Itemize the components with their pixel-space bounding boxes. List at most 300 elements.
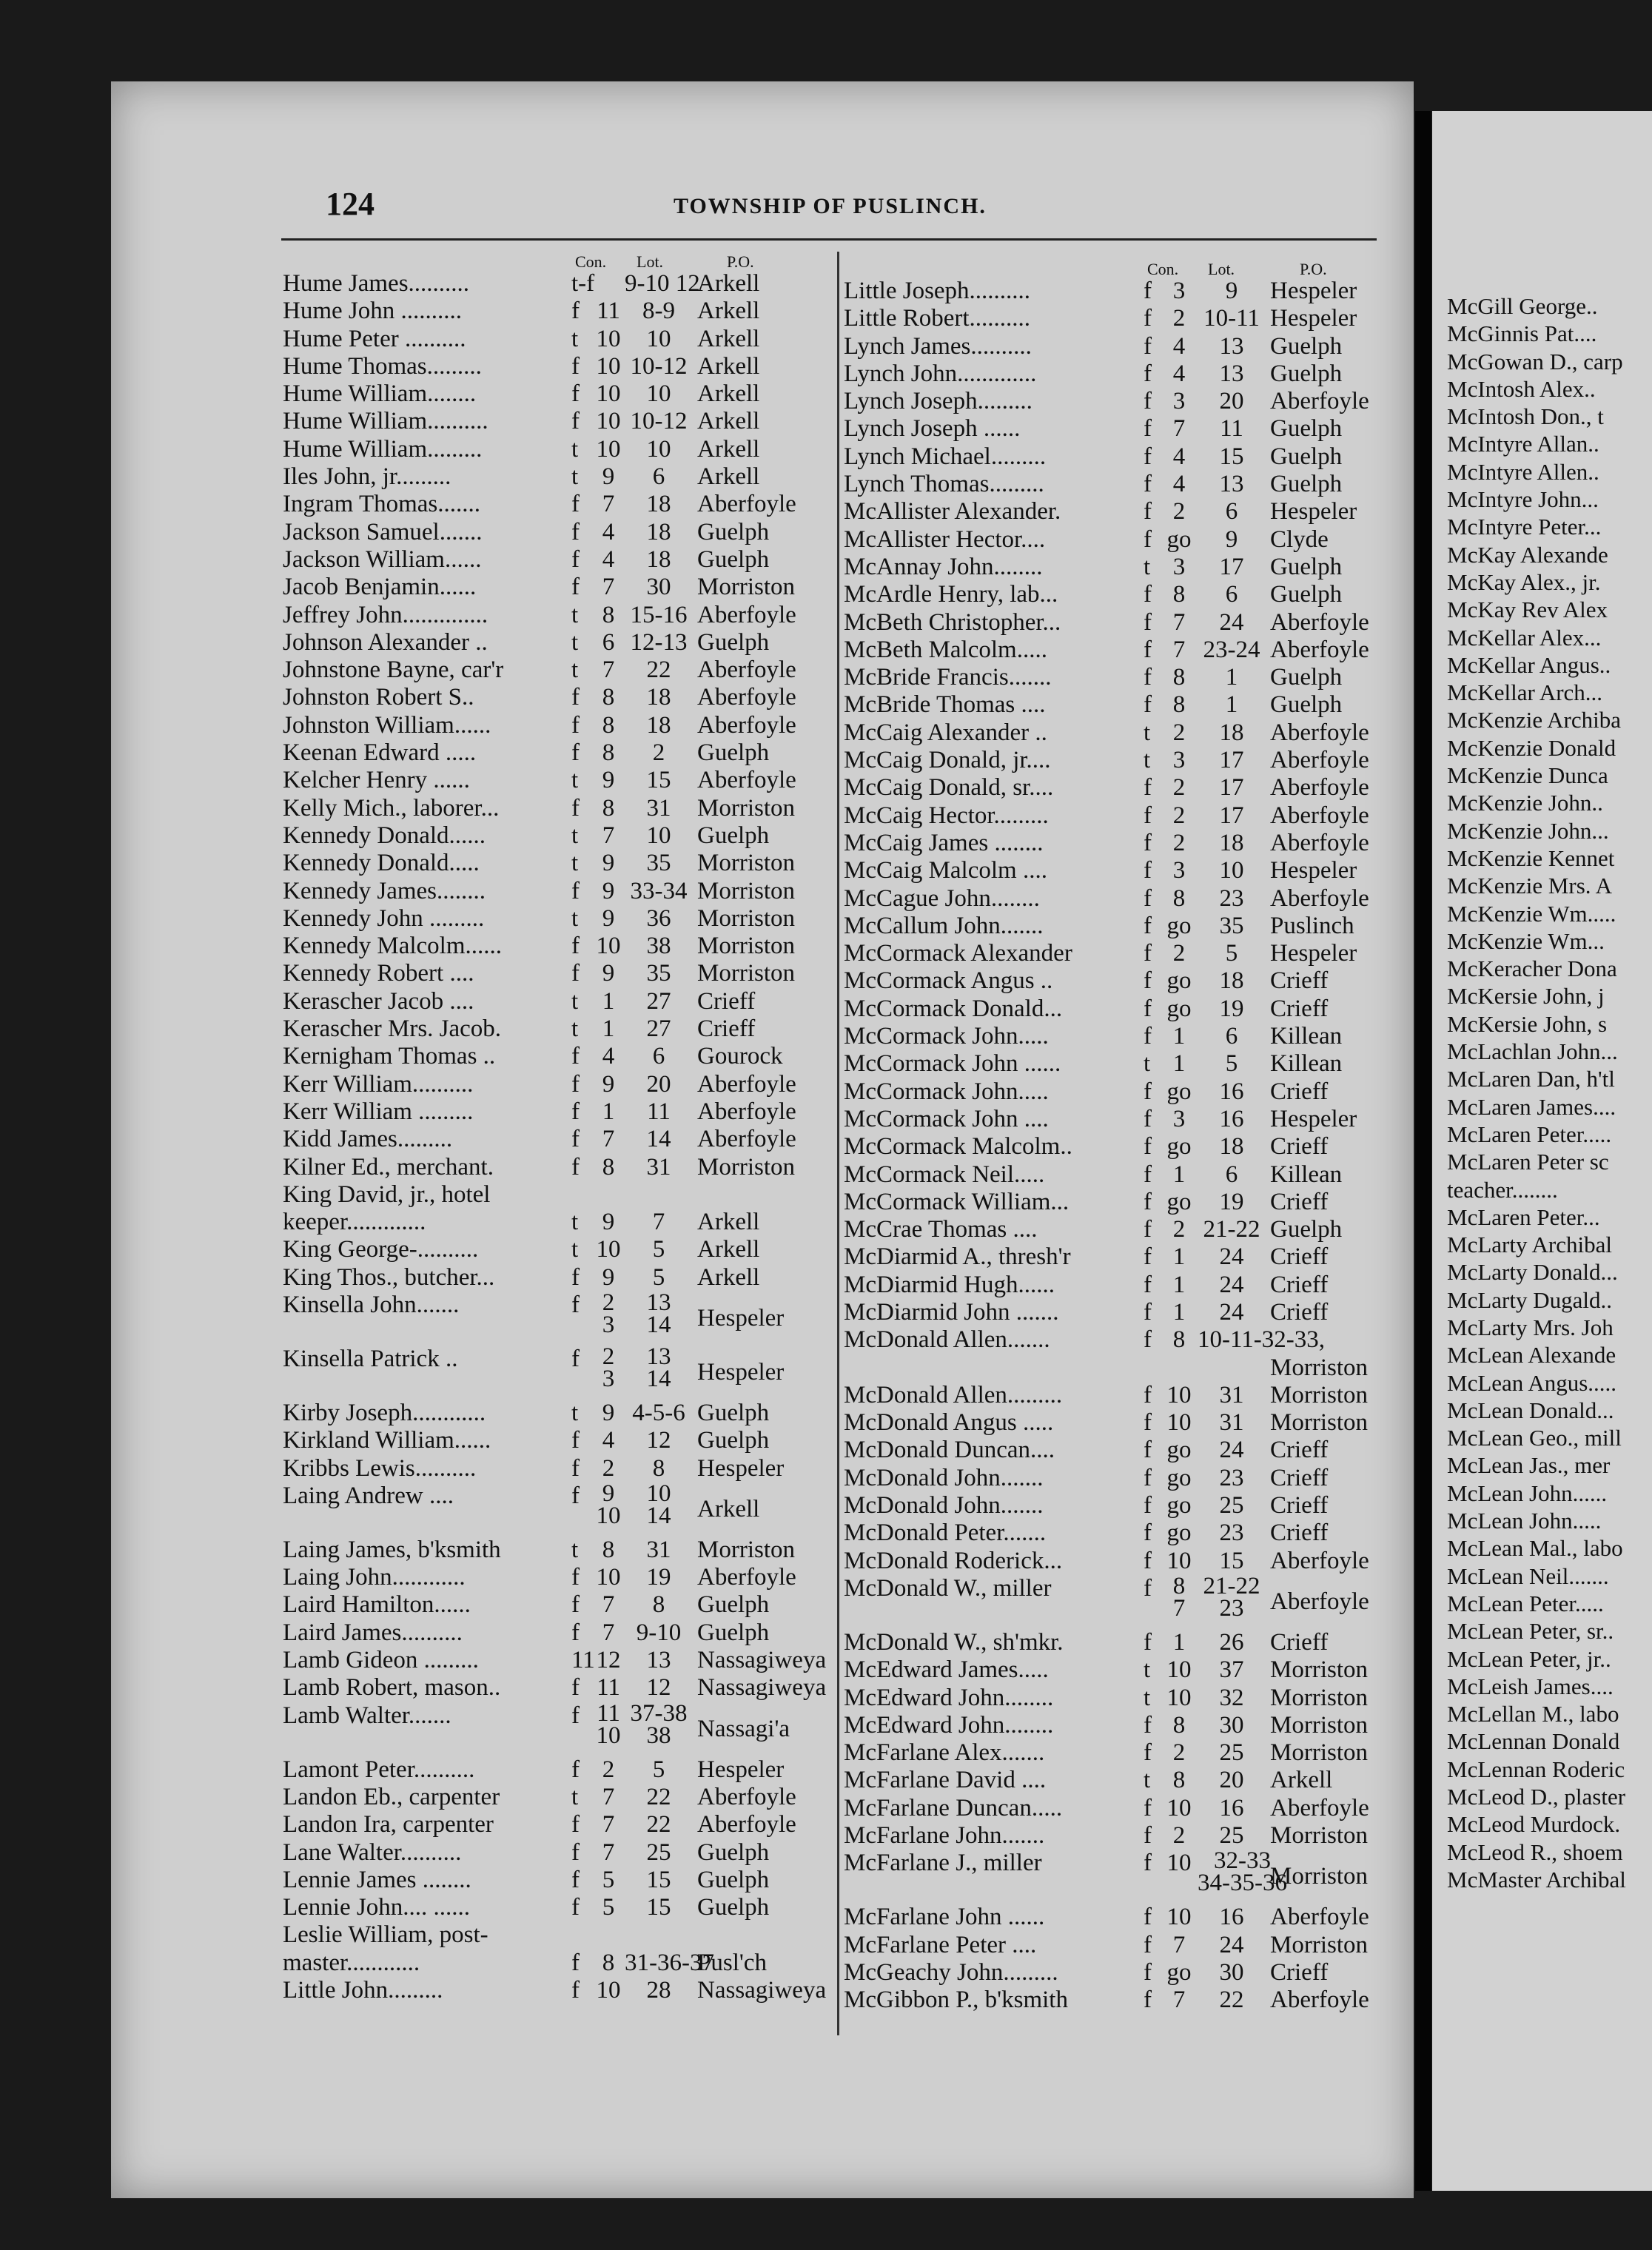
resident-name: McCaig Alexander .. xyxy=(844,719,1047,746)
tenure: f xyxy=(1144,1133,1152,1161)
lot-number: 30 xyxy=(1219,1711,1244,1739)
resident-name: McIntyre Allen.. xyxy=(1447,458,1599,485)
tenure: t xyxy=(571,767,579,794)
tenure: f xyxy=(571,960,580,987)
list-item xyxy=(844,471,1414,498)
resident-name: Kerr William.......... xyxy=(283,1070,474,1098)
lot-number: 35 xyxy=(1219,912,1244,939)
post-office: Arkell xyxy=(697,1263,760,1291)
list-item xyxy=(283,1400,830,1427)
post-office: Aberfoyle xyxy=(1270,608,1369,636)
tenure: t xyxy=(571,904,579,932)
lot-number: 8 xyxy=(652,1591,665,1619)
lot-number: 38 xyxy=(646,933,671,960)
resident-name: McLeod D., plaster xyxy=(1447,1784,1626,1810)
resident-name: McLean Neil....... xyxy=(1447,1562,1609,1589)
resident-name: McEdward John........ xyxy=(844,1684,1054,1711)
list-item xyxy=(283,656,830,684)
tenure: f xyxy=(1144,1519,1152,1547)
list-item xyxy=(844,278,1414,305)
post-office: Crieff xyxy=(1270,995,1329,1022)
resident-name: McCormack Angus .. xyxy=(844,967,1053,995)
tenure: f xyxy=(571,684,580,711)
lot-number: 5 xyxy=(652,1236,665,1263)
list-item xyxy=(844,885,1414,913)
post-office: Aberfoyle xyxy=(1270,774,1369,802)
concession: go xyxy=(1166,525,1192,553)
concession xyxy=(590,1343,627,1393)
post-office: Morriston xyxy=(697,877,795,904)
resident-name: McDonald Allen....... xyxy=(844,1326,1050,1354)
tenure: f xyxy=(1144,1547,1152,1574)
concession: 8 xyxy=(602,684,615,711)
list-item xyxy=(1447,486,1652,513)
lot-number: 22 xyxy=(646,1811,671,1838)
tenure: f xyxy=(1144,1188,1152,1215)
resident-name: McCormack John..... xyxy=(844,1023,1049,1050)
resident-name: McCormack John .... xyxy=(844,1105,1049,1132)
resident-name: McKenzie Wm... xyxy=(1447,927,1605,954)
lot-number: 19 xyxy=(1219,995,1244,1022)
tenure: t-f xyxy=(571,270,595,297)
lot-number-stack: 10 14 xyxy=(646,1480,671,1529)
list-item xyxy=(283,629,830,656)
concession: 2 xyxy=(1172,829,1186,856)
concession: 5 xyxy=(602,1894,615,1921)
resident-name: Hume Thomas......... xyxy=(283,352,482,380)
list-item xyxy=(283,463,830,491)
post-office: Aberfoyle xyxy=(1270,829,1369,856)
tenure: f xyxy=(571,1949,580,1976)
concession: 10 xyxy=(596,933,621,960)
list-item xyxy=(1447,955,1652,982)
tenure: f xyxy=(1144,1574,1152,1602)
resident-name: McFarlane Duncan..... xyxy=(844,1794,1063,1821)
list-item xyxy=(1447,1480,1652,1507)
post-office: Hespeler xyxy=(1270,1105,1357,1132)
resident-name: McLaren James.... xyxy=(1447,1093,1616,1120)
post-office: Aberfoyle xyxy=(697,601,796,628)
resident-name: Kilner Ed., merchant. xyxy=(283,1153,494,1181)
concession xyxy=(590,1482,627,1530)
concession: 9 xyxy=(602,1263,615,1291)
lot-number: 6 xyxy=(1225,581,1238,608)
post-office: Guelph xyxy=(1270,360,1343,387)
tenure: f xyxy=(571,518,580,545)
resident-name: McCaig Donald, sr.... xyxy=(844,774,1054,802)
post-office: Guelph xyxy=(697,822,770,849)
resident-name: Kennedy Robert .... xyxy=(283,960,474,987)
list-item xyxy=(844,1050,1414,1078)
resident-name: McFarlane J., miller xyxy=(844,1850,1042,1877)
list-item xyxy=(844,1023,1414,1050)
resident-name: McCormack Neil..... xyxy=(844,1161,1045,1188)
resident-name: Lamb Gideon ......... xyxy=(283,1647,479,1674)
list-item xyxy=(844,664,1414,691)
lot-number: 10 xyxy=(646,822,671,849)
lot-number: 25 xyxy=(1219,1492,1244,1519)
list-item xyxy=(844,1767,1414,1794)
tenure: f xyxy=(571,933,580,960)
resident-name: Jacob Benjamin...... xyxy=(283,574,477,601)
list-item xyxy=(283,574,830,601)
lot-number: 17 xyxy=(1219,802,1244,829)
lot-number: 27 xyxy=(646,1015,671,1043)
concession: 1 xyxy=(1172,1243,1186,1271)
post-office: Aberfoyle xyxy=(697,767,796,794)
resident-name: McCormack Malcolm.. xyxy=(844,1133,1072,1161)
tenure: t xyxy=(571,1399,579,1426)
concession: 9 xyxy=(602,877,615,904)
resident-name: McLaren Peter sc xyxy=(1447,1149,1609,1175)
concession: 1 xyxy=(1172,1050,1186,1078)
resident-name: McDonald Roderick... xyxy=(844,1547,1063,1574)
resident-name: McKenzie Donald xyxy=(1447,734,1616,761)
po-header: P.O. xyxy=(727,252,754,271)
list-item xyxy=(844,1106,1414,1133)
resident-name: McKenzie Wm..... xyxy=(1447,900,1616,927)
resident-name: McKay Rev Alex xyxy=(1447,597,1608,623)
post-office: Aberfoyle xyxy=(1270,884,1369,912)
resident-name: McDonald John....... xyxy=(844,1492,1044,1519)
concession: 7 xyxy=(1172,636,1186,663)
tenure: f xyxy=(571,380,580,408)
tenure: f xyxy=(1144,940,1152,967)
list-item xyxy=(844,333,1414,360)
post-office: Guelph xyxy=(1270,415,1343,443)
list-item xyxy=(844,967,1414,995)
list-item xyxy=(283,1591,830,1619)
resident-name: McLeish James.... xyxy=(1447,1673,1614,1699)
resident-name: McKenzie John... xyxy=(1447,817,1609,844)
tenure: f xyxy=(571,1291,580,1318)
concession: 10 xyxy=(1166,1684,1192,1711)
post-office: Arkell xyxy=(697,435,760,463)
lot-number: 15-16 xyxy=(630,601,688,628)
tenure: f xyxy=(571,408,580,435)
resident-name: McMaster Archibal xyxy=(1447,1866,1626,1893)
post-office: Crieff xyxy=(1270,1437,1329,1464)
post-office: Nassagi'a xyxy=(697,1715,790,1742)
lot-number: 6 xyxy=(652,463,665,491)
resident-name: McLarty Dugald.. xyxy=(1447,1286,1612,1313)
resident-name: McCrae Thomas .... xyxy=(844,1216,1038,1243)
resident-name: McKersie John, j xyxy=(1447,983,1605,1010)
lot-number: 8-9 xyxy=(642,298,675,325)
tenure: f xyxy=(571,1098,580,1125)
post-office: Morriston xyxy=(697,933,795,960)
tenure: f xyxy=(571,352,580,380)
list-item xyxy=(283,1482,830,1537)
post-office: Nassagiweya xyxy=(697,1674,827,1702)
tenure: f xyxy=(571,1263,580,1291)
list-item xyxy=(1447,1038,1652,1065)
list-item xyxy=(844,1216,1414,1243)
resident-name: Kelcher Henry ...... xyxy=(283,767,470,794)
resident-name: McBride Thomas .... xyxy=(844,691,1046,719)
concession: go xyxy=(1166,1437,1192,1464)
list-item xyxy=(844,830,1414,857)
post-office: Crieff xyxy=(697,987,756,1015)
list-item xyxy=(283,712,830,739)
post-office: Guelph xyxy=(697,545,770,573)
lot-number: 10-12 xyxy=(630,408,688,435)
concession: 9 xyxy=(602,463,615,491)
post-office: Guelph xyxy=(1270,332,1343,360)
post-office: Crieff xyxy=(697,1015,756,1043)
list-item xyxy=(283,988,830,1015)
resident-name: McDonald Allen......... xyxy=(844,1381,1063,1408)
tenure: f xyxy=(1144,1243,1152,1271)
resident-name: McIntyre John... xyxy=(1447,486,1599,513)
lot-number: 25 xyxy=(1219,1822,1244,1850)
post-office: Morriston xyxy=(697,1536,795,1563)
resident-name: Hume Peter .......... xyxy=(283,325,466,352)
list-item xyxy=(283,380,830,408)
tenure: t xyxy=(1144,1767,1151,1794)
tenure: f xyxy=(1144,443,1152,470)
tenure: f xyxy=(1144,1437,1152,1464)
concession: 10 xyxy=(1166,1381,1192,1408)
concession: 7 xyxy=(602,574,615,601)
running-head: TOWNSHIP OF PUSLINCH. xyxy=(674,194,987,218)
left-column xyxy=(283,248,830,2004)
resident-name: McLean Peter..... xyxy=(1447,1590,1604,1616)
concession: 7 xyxy=(1172,1987,1186,2014)
post-office: Aberfoyle xyxy=(1270,1794,1369,1821)
lot-number: 30 xyxy=(1219,1958,1244,1986)
concession: 10 xyxy=(1166,1850,1192,1877)
tenure: f xyxy=(571,1702,580,1729)
lot-number: 13 xyxy=(646,1647,671,1674)
concession: 7 xyxy=(602,491,615,518)
lot-number: 1 xyxy=(1225,691,1238,719)
tenure: f xyxy=(1144,1958,1152,1986)
resident-name: McLean Donald... xyxy=(1447,1397,1614,1423)
tenure: f xyxy=(1144,1711,1152,1739)
list-item xyxy=(1447,1783,1652,1810)
tenure: f xyxy=(1144,1987,1152,2014)
list-item xyxy=(283,1756,830,1784)
list-item xyxy=(283,519,830,546)
list-item xyxy=(844,526,1414,554)
list-item xyxy=(1447,624,1652,651)
concession: 8 xyxy=(1172,1326,1186,1354)
list-item xyxy=(1447,734,1652,762)
lot-number-stack: 21-22 23 xyxy=(1203,1572,1260,1622)
lot-number: 33-34 xyxy=(630,877,688,904)
tenure: f xyxy=(1144,967,1152,995)
list-item xyxy=(844,1656,1414,1684)
tenure: f xyxy=(1144,691,1152,719)
post-office: Crieff xyxy=(1270,1078,1329,1105)
resident-name: McKeracher Dona xyxy=(1447,956,1617,982)
tenure: f xyxy=(1144,1492,1152,1519)
resident-name: Kernigham Thomas .. xyxy=(283,1043,496,1070)
concession: 12 xyxy=(596,1647,621,1674)
resident-name: McDonald W., sh'mkr. xyxy=(844,1628,1064,1656)
concession: 2 xyxy=(1172,1216,1186,1243)
lot-number: 10-12 xyxy=(630,352,688,380)
list-item xyxy=(283,1209,830,1236)
post-office: Guelph xyxy=(1270,553,1343,580)
list-item xyxy=(844,443,1414,471)
list-item xyxy=(844,1685,1414,1712)
post-office: Arkell xyxy=(697,1236,760,1263)
concession: 4 xyxy=(602,1043,615,1070)
tenure: f xyxy=(1144,1464,1152,1491)
lot-number: 26 xyxy=(1219,1628,1244,1656)
lot-number: 6 xyxy=(1225,498,1238,525)
directory-list xyxy=(283,270,830,2004)
lot-number: 9-10 xyxy=(636,1619,682,1646)
list-item xyxy=(283,1839,830,1867)
tenure: f xyxy=(1144,1904,1152,1931)
resident-name: Keenan Edward ..... xyxy=(283,739,477,767)
concession: go xyxy=(1166,1188,1192,1215)
list-item xyxy=(283,878,830,905)
list-item xyxy=(283,408,830,435)
concession: 10 xyxy=(596,380,621,408)
resident-name: McLean Geo., mill xyxy=(1447,1425,1622,1451)
resident-name: King Thos., butcher... xyxy=(283,1263,495,1291)
list-item xyxy=(1447,1451,1652,1479)
concession: 11 xyxy=(597,1674,620,1702)
post-office: Crieff xyxy=(1270,1464,1329,1491)
list-item xyxy=(283,1537,830,1564)
con-header: Con. xyxy=(1147,260,1179,278)
list-item xyxy=(1447,1203,1652,1231)
concession: 10 xyxy=(1166,1547,1192,1574)
resident-name: McCormack Alexander xyxy=(844,940,1072,967)
concession: go xyxy=(1166,967,1192,995)
concession: 1 xyxy=(1172,1161,1186,1188)
list-item xyxy=(1447,1176,1652,1203)
post-office: Killean xyxy=(1270,1023,1343,1050)
resident-name: Kennedy John ......... xyxy=(283,904,485,932)
post-office: Crieff xyxy=(1270,1628,1329,1656)
resident-name: Landon Eb., carpenter xyxy=(283,1783,500,1810)
lot-number: 18 xyxy=(1219,967,1244,995)
lot-number: 20 xyxy=(1219,1767,1244,1794)
resident-name: McAnnay John........ xyxy=(844,553,1043,580)
concession: 10 xyxy=(1166,1794,1192,1821)
lot-number: 31 xyxy=(646,1153,671,1181)
resident-name: Lamont Peter.......... xyxy=(283,1756,475,1783)
concession: 10 xyxy=(596,408,621,435)
tenure: f xyxy=(571,1619,580,1646)
lot-number: 23-24 xyxy=(1203,636,1260,663)
concession: go xyxy=(1166,1464,1192,1491)
resident-name: McDiarmid A., thresh'r xyxy=(844,1243,1071,1271)
resident-name: Laird James.......... xyxy=(283,1619,463,1646)
tenure: f xyxy=(1144,884,1152,912)
tenure: f xyxy=(1144,1078,1152,1105)
tenure: t xyxy=(571,656,579,684)
cut-off-column xyxy=(1447,292,1652,1893)
lot-number: 30 xyxy=(646,574,671,601)
concession: 9 xyxy=(602,960,615,987)
post-office: Killean xyxy=(1270,1050,1343,1078)
lot-number-stack: 13 14 xyxy=(646,1289,671,1338)
concession-stack: 11 10 xyxy=(596,1699,621,1749)
lot-number: 24 xyxy=(1219,1931,1244,1958)
con-header: Con. xyxy=(575,252,607,271)
list-item xyxy=(844,857,1414,884)
concession: 2 xyxy=(1172,774,1186,802)
post-office: Nassagiweya xyxy=(697,1977,827,2004)
post-office: Arkell xyxy=(697,270,760,297)
list-item xyxy=(844,1465,1414,1492)
concession: 10 xyxy=(596,435,621,463)
resident-name: Kirkland William...... xyxy=(283,1427,491,1454)
post-office: Crieff xyxy=(1270,1243,1329,1271)
resident-name: Landon Ira, carpenter xyxy=(283,1811,494,1838)
post-office: Hespeler xyxy=(697,1756,785,1783)
list-item xyxy=(1447,1756,1652,1783)
resident-name: McAllister Alexander. xyxy=(844,498,1061,525)
list-item xyxy=(283,1071,830,1098)
resident-name: Johnson Alexander .. xyxy=(283,628,488,656)
tenure: f xyxy=(571,1345,580,1372)
tenure: f xyxy=(571,545,580,573)
resident-name: Leslie William, post- xyxy=(283,1921,488,1949)
resident-name: Hume John .......... xyxy=(283,298,462,325)
list-item xyxy=(283,1098,830,1126)
resident-name: McLaren Peter..... xyxy=(1447,1121,1612,1147)
concession: go xyxy=(1166,1519,1192,1547)
column-header xyxy=(283,248,830,270)
lot-number: 13 xyxy=(1219,360,1244,387)
lot-number: 15 xyxy=(1219,1547,1244,1574)
resident-name: Kinsella Patrick .. xyxy=(283,1345,458,1372)
list-item xyxy=(283,1264,830,1292)
tenure: f xyxy=(1144,415,1152,443)
resident-name: Kerascher Jacob .... xyxy=(283,987,474,1015)
list-item xyxy=(1447,789,1652,816)
concession: 3 xyxy=(1172,1105,1186,1132)
lot-number: 25 xyxy=(646,1838,671,1866)
list-item xyxy=(1447,1645,1652,1673)
lot-number: 17 xyxy=(1219,774,1244,802)
post-office: Aberfoyle xyxy=(1270,1588,1369,1615)
concession: 2 xyxy=(1172,498,1186,525)
list-item xyxy=(283,1564,830,1591)
post-office: Crieff xyxy=(1270,1298,1329,1326)
concession: 9 xyxy=(602,767,615,794)
lot-number: 9-10 12 xyxy=(625,270,700,297)
resident-name: McLennan Roderic xyxy=(1447,1756,1625,1782)
concession: 10 xyxy=(596,352,621,380)
tenure: f xyxy=(1144,829,1152,856)
concession: 4 xyxy=(1172,443,1186,470)
resident-name: Lynch Thomas......... xyxy=(844,471,1044,498)
resident-name: McFarlane Alex....... xyxy=(844,1739,1045,1767)
lot-number: 22 xyxy=(646,656,671,684)
resident-name: Lynch Joseph......... xyxy=(844,388,1032,415)
lot-number: 18 xyxy=(646,684,671,711)
concession: 3 xyxy=(1172,388,1186,415)
list-item xyxy=(1447,541,1652,568)
tenure: t xyxy=(571,325,579,352)
list-item xyxy=(283,436,830,463)
resident-name: Kennedy Malcolm...... xyxy=(283,933,503,960)
tenure: f xyxy=(571,574,580,601)
resident-name: McLean Peter, sr.. xyxy=(1447,1618,1614,1645)
concession: 4 xyxy=(602,1427,615,1454)
post-office: Morriston xyxy=(697,904,795,932)
tenure: t xyxy=(571,628,579,656)
